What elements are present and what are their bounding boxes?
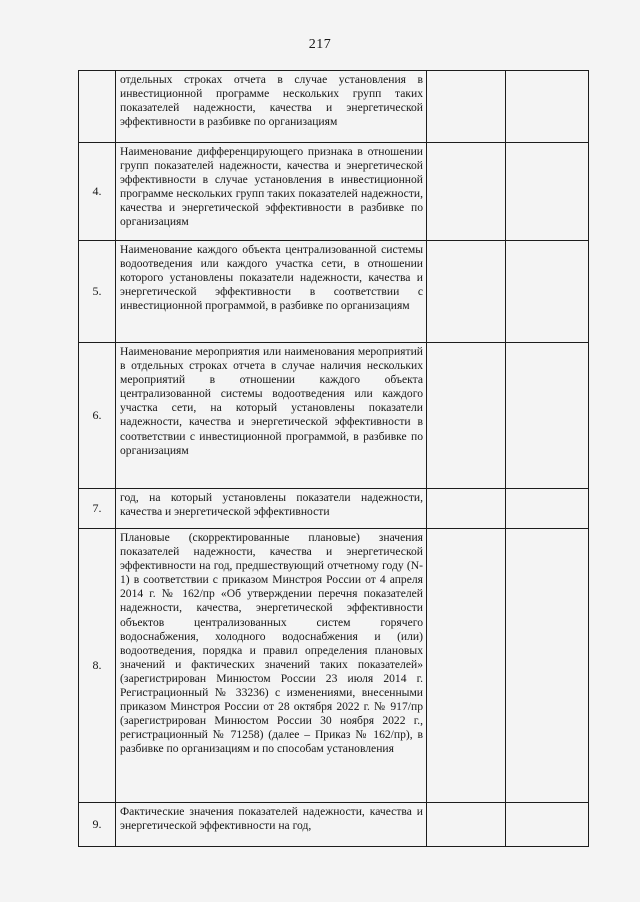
blank-value-cell	[506, 343, 589, 489]
row-number-cell	[79, 343, 116, 489]
row-description: Фактические значения показателей надежности, качества и энергетической эффективности на год,	[116, 803, 427, 847]
row-number-cell	[79, 529, 116, 803]
table-row	[79, 803, 589, 847]
table-row	[79, 343, 589, 489]
row-number-cell	[79, 71, 116, 143]
row-number: 4.	[92, 184, 102, 198]
blank-value-cell	[427, 71, 506, 143]
table-row	[79, 143, 589, 241]
row-description: год, на который установлены показатели надежности, качества и энергетической эффективности	[116, 489, 427, 529]
blank-value-cell	[506, 241, 589, 343]
blank-value-cell	[427, 241, 506, 343]
blank-value-cell	[427, 143, 506, 241]
row-number-cell	[79, 143, 116, 241]
row-number-cell	[79, 241, 116, 343]
row-description: отдельных строках отчета в случае установления в инвестиционной программе нескольких групп таких показателей надежности, качества и энергетической эффективности в разбивке по организациям	[116, 71, 427, 143]
blank-value-cell	[427, 803, 506, 847]
row-description: Наименование мероприятия или наименования мероприятий в отдельных строках отчета в случае наличия нескольких мероприятий в отношении каждого объекта централизованной системы водоотведения или каждого участка сети, на который установлены показатели надежности, качества и энергетической эффективности в соответствии с инвестиционной программой, в разбивке по организациям	[116, 343, 427, 489]
table-row	[79, 241, 589, 343]
row-description: Наименование дифференцирующего признака в отношении групп показателей надежности, качества и энергетической эффективности в случае установления в инвестиционной программе нескольких групп таких показателей надежности, качества и энергетической эффективности в разбивке по организациям	[116, 143, 427, 241]
row-description: Наименование каждого объекта централизованной системы водоотведения или каждого участка сети, в отношении которого установлены показатели надежности, качества и энергетической эффективности в соответствии с инвестиционной программой, в разбивке по организациям	[116, 241, 427, 343]
report-fields-table	[78, 70, 589, 847]
row-number: 6.	[92, 408, 102, 422]
page-number: 217	[308, 37, 332, 52]
row-number-cell	[79, 489, 116, 529]
row-number: 8.	[92, 658, 102, 672]
table-row	[79, 529, 589, 803]
table-row	[79, 489, 589, 529]
row-number: 5.	[92, 284, 102, 298]
blank-value-cell	[506, 803, 589, 847]
blank-value-cell	[506, 71, 589, 143]
blank-value-cell	[506, 529, 589, 803]
blank-value-cell	[506, 143, 589, 241]
blank-value-cell	[427, 529, 506, 803]
blank-value-cell	[506, 489, 589, 529]
row-number-cell	[79, 803, 116, 847]
row-description: Плановые (скорректированные плановые) значения показателей надежности, качества и энергетической эффективности на год, предшествующий отчетному году (N-1) в соответствии с приказом Минстроя России от 4 апреля 2014 г. № 162/пр «Об утверждении перечня показателей надежности, качества, энергетической эффективности объектов централизованных систем горячего водоснабжения, холодного водоснабжения и (или) водоотведения, порядка и правил определения плановых значений и фактических значений таких показателей» (зарегистрирован Минюстом России 23 июля 2014 г. Регистрационный № 33236) с изменениями, внесенными приказом Минстроя России от 28 октября 2022 г. № 917/пр (зарегистрирован Минюстом России 30 ноября 2022 г., регистрационный № 71258) (далее – Приказ № 162/пр), в разбивке по организациям и по способам установления	[116, 529, 427, 803]
table-row	[79, 71, 589, 143]
blank-value-cell	[427, 343, 506, 489]
blank-value-cell	[427, 489, 506, 529]
row-number: 7.	[92, 501, 102, 515]
row-number: 9.	[92, 817, 102, 831]
